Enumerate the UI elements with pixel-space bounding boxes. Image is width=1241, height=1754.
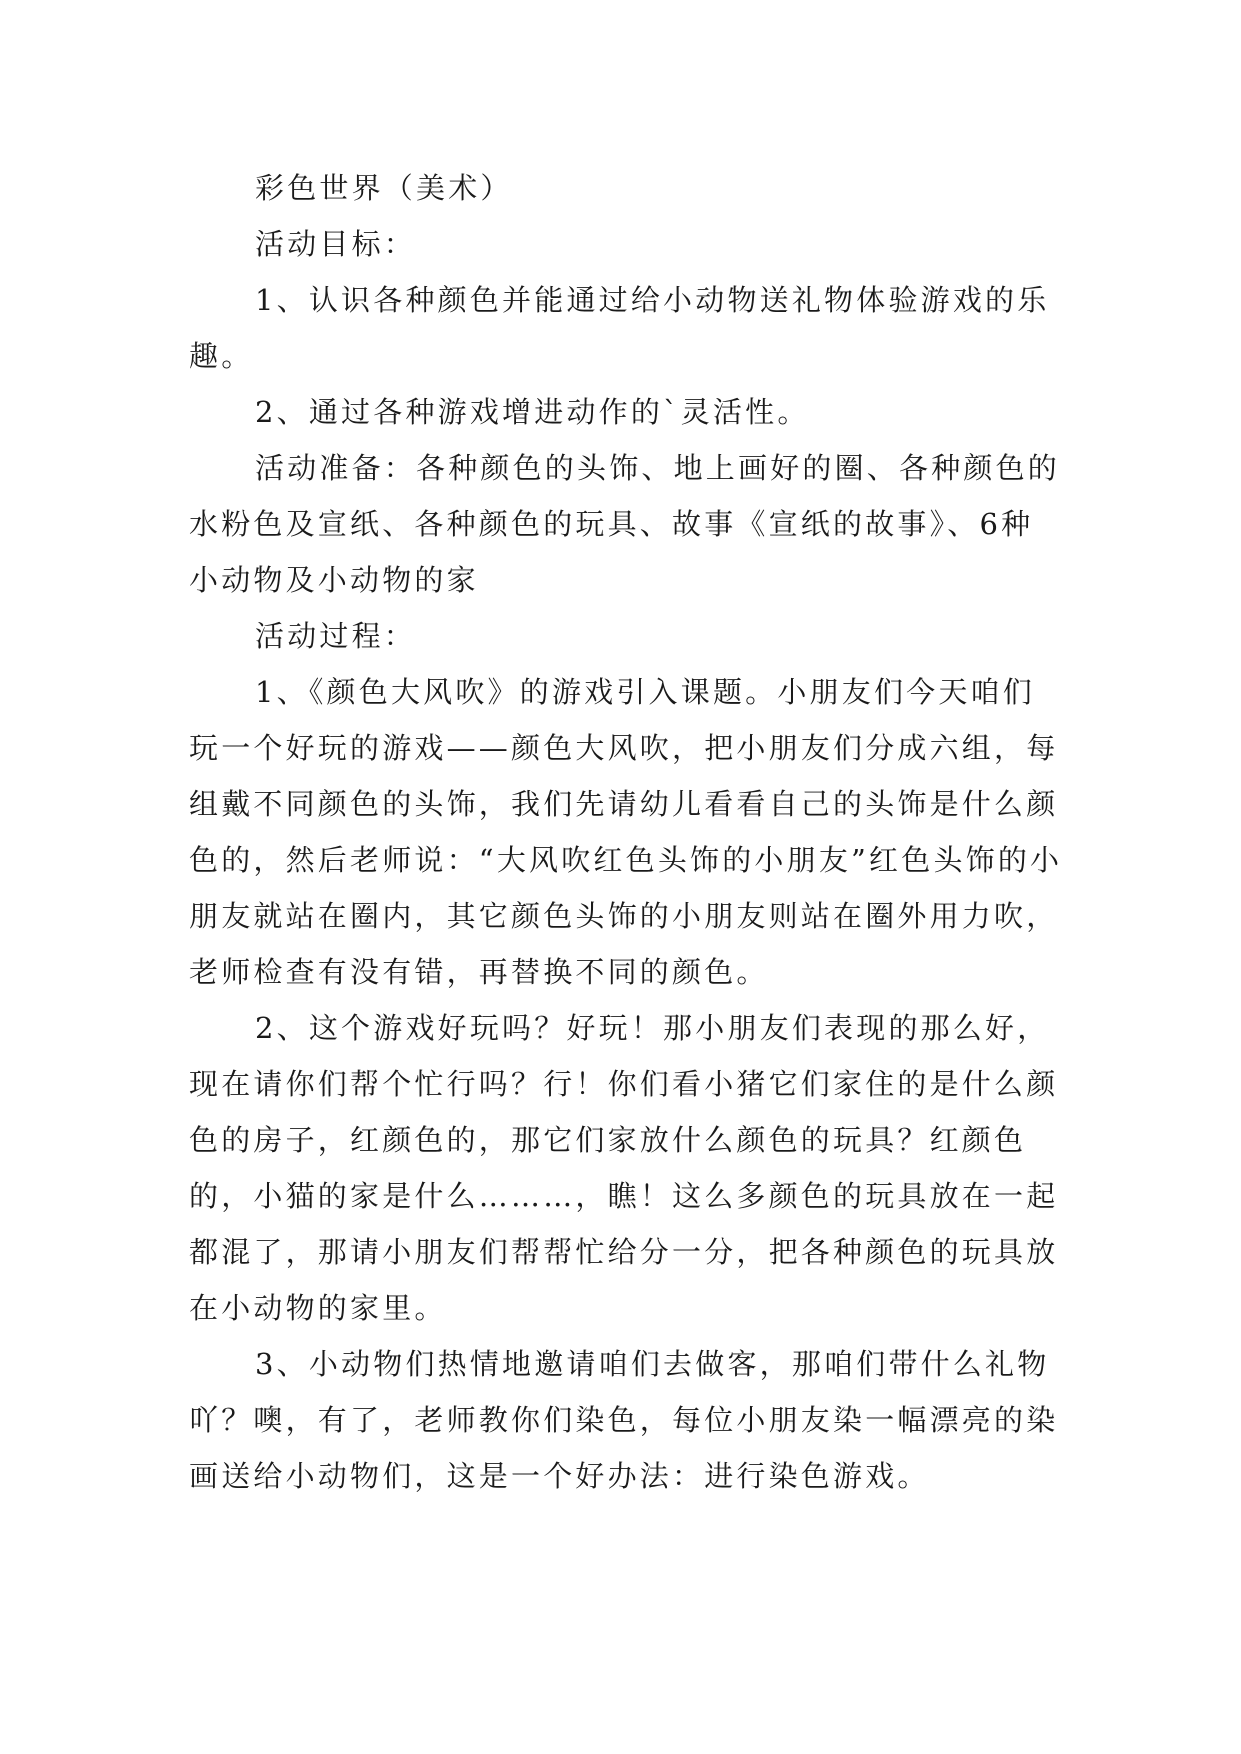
document-body	[189, 160, 1064, 1504]
goal-item-1: 1、认识各种颜色并能通过给小动物送礼物体验游戏的乐趣。	[189, 283, 1050, 373]
goal-item-2: 2、通过各种游戏增进动作的`灵活性。	[255, 395, 810, 429]
process-step-2: 2、这个游戏好玩吗？好玩！那小朋友们表现的那么好，现在请你们帮个忙行吗？行！你们看小猪它们家住的是什么颜色的房子，红颜色的，那它们家放什么颜色的玩具？红颜色的，小猫的家是什么………，瞧！这么多颜色的玩具放在一起都混了，那请小朋友们帮帮忙给分一分，把各种颜色的玩具放在小动物的家里。	[189, 1011, 1059, 1325]
document-title: 彩色世界（美术）	[255, 171, 513, 205]
process-step-1: 1、《颜色大风吹》的游戏引入课题。小朋友们今天咱们玩一个好玩的游戏——颜色大风吹，把小朋友们分成六组，每组戴不同颜色的头饰，我们先请幼儿看看自己的头饰是什么颜色的，然后老师说：“大风吹红色头饰的小朋友”红色头饰的小朋友就站在圈内，其它颜色头饰的小朋友则站在圈外用力吹，老师检查有没有错，再替换不同的颜色。	[189, 675, 1063, 989]
process-step-3: 3、小动物们热情地邀请咱们去做客，那咱们带什么礼物吖？噢，有了，老师教你们染色，每位小朋友染一幅漂亮的染画送给小动物们，这是一个好办法：进行染色游戏。	[189, 1347, 1059, 1493]
section-heading-process: 活动过程：	[255, 619, 417, 653]
preparation-paragraph: 活动准备：各种颜色的头饰、地上画好的圈、各种颜色的水粉色及宣纸、各种颜色的玩具、故事《宣纸的故事》、6种小动物及小动物的家	[189, 451, 1061, 597]
section-heading-goals: 活动目标：	[255, 227, 417, 261]
